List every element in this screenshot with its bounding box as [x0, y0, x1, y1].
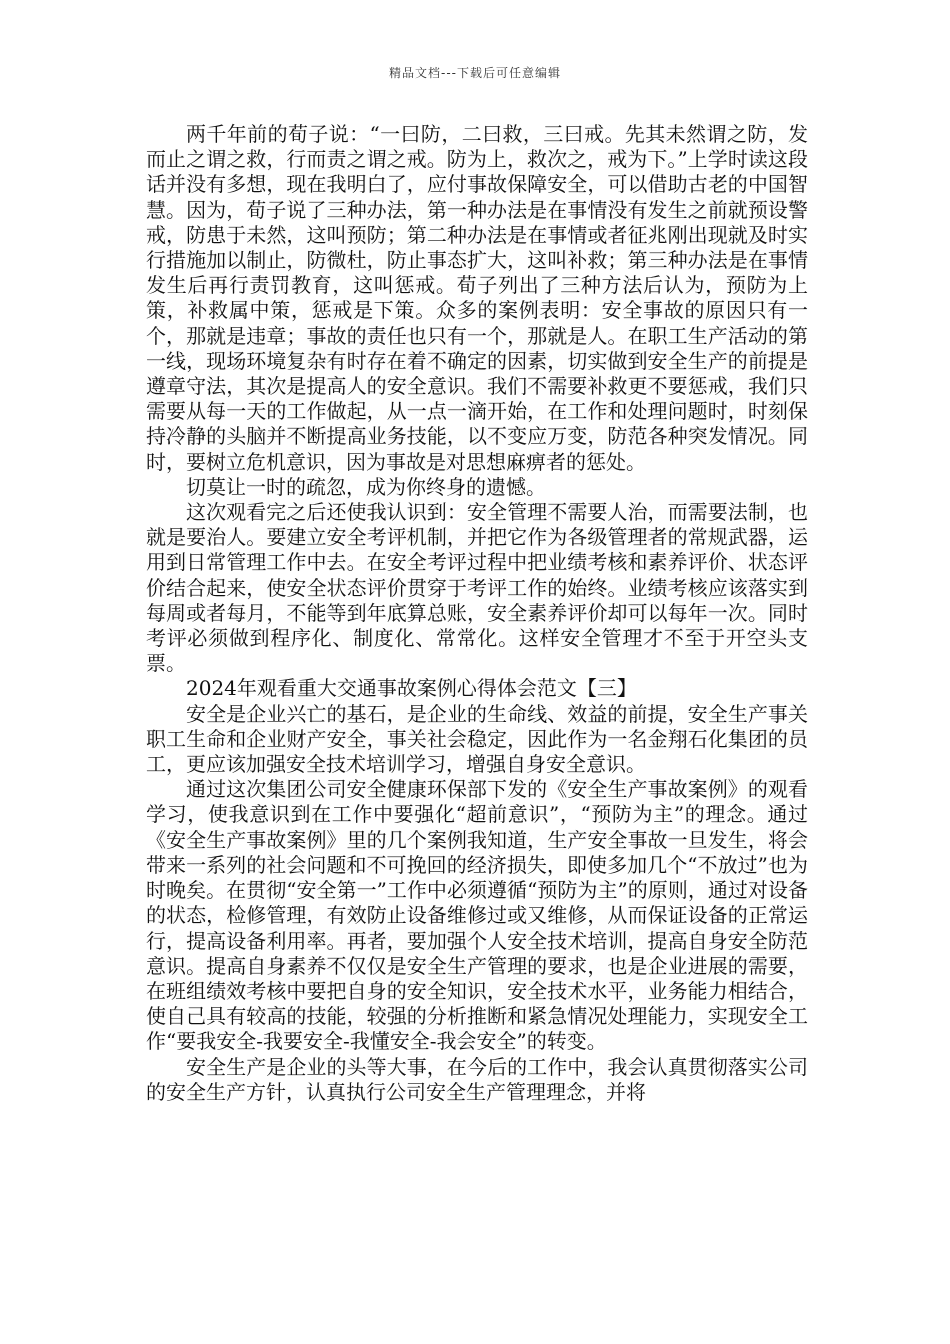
page-header: 精品文档---下载后可任意编辑: [389, 66, 561, 80]
paragraph-case-study: 通过这次集团公司安全健康环保部下发的《安全生产事故案例》的观看学习，使我意识到在工作中要强化“超前意识”，“预防为主”的理念。通过《安全生产事故案例》里的几个案例我知道，生产安全事故一旦发生，将会带来一系列的社会问题和不可挽回的经济损失，即使多加几个“不放过”也为时晚矣。在贯彻“安全第一”工作中必须遵循“预防为主”的原则，通过对设备的状态，检修管理，有效防止设备维修过或又维修，从而保证设备的正常运行，提高设备利用率。再者，要加强个人安全技术培训，提高自身安全防范意识。提高自身素养不仅仅是安全生产管理的要求，也是企业进展的需要，在班组绩效考核中要把自身的安全知识，安全技术水平，业务能力相结合，使自己具有较高的技能，较强的分析推断和紧急情况处理能力，实现安全工作“要我安全-我要安全-我懂安全-我会安全”的转变。: [146, 777, 808, 1054]
document-body: [146, 122, 808, 1105]
paragraph-warning: 切莫让一时的疏忽，成为你终身的遗憾。: [186, 474, 546, 499]
paragraph-xunzi: 两千年前的荀子说：“一曰防，二曰救，三曰戒。先其未然谓之防，发而止之谓之救，行而责之谓之戒。防为上，救次之，戒为下。”上学时读这段话并没有多想，现在我明白了，应付事故保障安全，可以借助古老的中国智慧。因为，荀子说了三种办法，第一种办法是在事情没有发生之前就预设警戒，防患于未然，这叫预防；第二种办法是在事情或者征兆刚出现就及时实行措施加以制止，防微杜，防止事态扩大，这叫补救；第三种办法是在事情发生后再行责罚教育，这叫惩戒。荀子列出了三种方法后认为，预防为上策，补救属中策，惩戒是下策。众多的案例表明：安全事故的原因只有一个，那就是违章；事故的责任也只有一个，那就是人。在职工生产活动的第一线，现场环境复杂有时存在着不确定的因素，切实做到安全生产的前提是遵章守法，其次是提高人的安全意识。我们不需要补救更不要惩戒，我们只需要从每一天的工作做起，从一点一滴开始，在工作和处理问题时，时刻保持冷静的头脑并不断提高业务技能，以不变应万变，防范各种突发情况。同时，要树立危机意识，因为事故是对思想麻痹者的惩处。: [146, 122, 808, 474]
paragraph-conclusion: 安全生产是企业的头等大事，在今后的工作中，我会认真贯彻落实公司的安全生产方针，认真执行公司安全生产管理理念，并将: [146, 1054, 808, 1104]
paragraph-foundation: 安全是企业兴亡的基石，是企业的生命线、效益的前提，安全生产事关职工生命和企业财产安全，事关社会稳定，因此作为一名金翔石化集团的员工，更应该加强安全技术培训学习，增强自身安全意识。: [146, 701, 808, 777]
paragraph-management: 这次观看完之后还使我认识到：安全管理不需要人治，而需要法制，也就是要治人。要建立安全考评机制，并把它作为各级管理者的常规武器，运用到日常管理工作中去。在安全考评过程中把业绩考核和素养评价、状态评价结合起来，使安全状态评价贯穿于考评工作的始终。业绩考核应该落实到每周或者每月，不能等到年底算总账，安全素养评价却可以每年一次。同时考评必须做到程序化、制度化、常常化。这样安全管理才不至于开空头支票。: [146, 500, 808, 676]
section-heading: 2024年观看重大交通事故案例心得体会范文【三】: [186, 676, 637, 701]
